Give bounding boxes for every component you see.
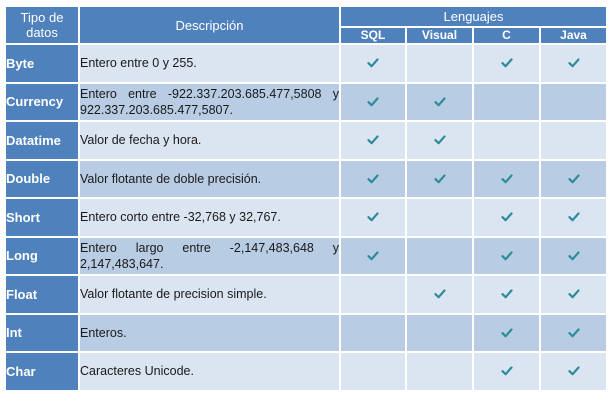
table-row — [6, 276, 606, 313]
check-icon — [341, 96, 405, 108]
cell-sql — [341, 238, 405, 275]
check-icon — [474, 211, 539, 223]
check-icon — [407, 134, 472, 146]
row-description: Entero corto entre -32,768 y 32,767. — [80, 199, 339, 236]
row-type-label: Short — [6, 199, 78, 236]
cell-visual — [407, 122, 472, 159]
row-type-label: Float — [6, 276, 78, 313]
check-icon — [541, 288, 606, 300]
check-icon — [541, 250, 606, 262]
check-icon — [541, 365, 606, 377]
cell-visual — [407, 199, 472, 236]
check-icon — [474, 288, 539, 300]
cell-c — [474, 84, 539, 121]
row-description: Enteros. — [80, 315, 339, 352]
cell-java — [541, 84, 606, 121]
cell-sql — [341, 84, 405, 121]
table-row — [6, 84, 606, 121]
cell-sql — [341, 161, 405, 198]
cell-c — [474, 315, 539, 352]
row-type-label: Int — [6, 315, 78, 352]
table-row — [6, 161, 606, 198]
check-icon — [407, 96, 472, 108]
cell-c — [474, 353, 539, 390]
table-body — [6, 45, 606, 390]
table-row — [6, 199, 606, 236]
cell-visual — [407, 161, 472, 198]
row-description: Entero largo entre -2,147,483,648 y 2,147,483,647. — [80, 238, 339, 275]
table-header — [6, 7, 606, 43]
check-icon — [341, 134, 405, 146]
header-lang-visual: Visual — [407, 28, 472, 43]
cell-visual — [407, 45, 472, 82]
check-icon — [407, 173, 472, 185]
cell-java — [541, 45, 606, 82]
row-type-label: Byte — [6, 45, 78, 82]
header-lang-java: Java — [541, 28, 606, 43]
check-icon — [541, 211, 606, 223]
table-row — [6, 45, 606, 82]
cell-c — [474, 45, 539, 82]
cell-visual — [407, 238, 472, 275]
check-icon — [341, 57, 405, 69]
data-types-table — [4, 5, 608, 392]
cell-c — [474, 122, 539, 159]
check-icon — [541, 327, 606, 339]
cell-sql — [341, 276, 405, 313]
check-icon — [474, 327, 539, 339]
cell-visual — [407, 315, 472, 352]
table-row — [6, 122, 606, 159]
cell-java — [541, 238, 606, 275]
cell-java — [541, 199, 606, 236]
cell-c — [474, 161, 539, 198]
cell-visual — [407, 84, 472, 121]
check-icon — [341, 173, 405, 185]
check-icon — [474, 57, 539, 69]
cell-sql — [341, 315, 405, 352]
check-icon — [341, 250, 405, 262]
cell-sql — [341, 122, 405, 159]
cell-sql — [341, 199, 405, 236]
data-types-table-wrapper — [4, 5, 608, 392]
table-row — [6, 353, 606, 390]
header-lang-sql: SQL — [341, 28, 405, 43]
row-description: Caracteres Unicode. — [80, 353, 339, 390]
cell-visual — [407, 353, 472, 390]
cell-visual — [407, 276, 472, 313]
cell-java — [541, 276, 606, 313]
header-description: Descripción — [80, 7, 339, 43]
check-icon — [474, 173, 539, 185]
table-row — [6, 315, 606, 352]
cell-java — [541, 122, 606, 159]
row-type-label: Currency — [6, 84, 78, 121]
row-description: Entero entre -922.337.203.685.477,5808 y 922.337.203.685.477,5807. — [80, 84, 339, 121]
row-type-label: Long — [6, 238, 78, 275]
header-languages: Lenguajes — [341, 7, 606, 26]
row-type-label: Double — [6, 161, 78, 198]
cell-c — [474, 199, 539, 236]
header-type: Tipo de datos — [6, 7, 78, 43]
check-icon — [541, 57, 606, 69]
row-description: Valor de fecha y hora. — [80, 122, 339, 159]
check-icon — [341, 211, 405, 223]
cell-sql — [341, 45, 405, 82]
row-type-label: Datatime — [6, 122, 78, 159]
cell-java — [541, 161, 606, 198]
row-type-label: Char — [6, 353, 78, 390]
cell-c — [474, 238, 539, 275]
check-icon — [407, 288, 472, 300]
check-icon — [541, 173, 606, 185]
cell-c — [474, 276, 539, 313]
row-description: Valor flotante de precision simple. — [80, 276, 339, 313]
row-description: Valor flotante de doble precisión. — [80, 161, 339, 198]
cell-java — [541, 353, 606, 390]
check-icon — [474, 250, 539, 262]
cell-sql — [341, 353, 405, 390]
cell-java — [541, 315, 606, 352]
header-lang-c: C — [474, 28, 539, 43]
row-description: Entero entre 0 y 255. — [80, 45, 339, 82]
table-row — [6, 238, 606, 275]
check-icon — [474, 365, 539, 377]
